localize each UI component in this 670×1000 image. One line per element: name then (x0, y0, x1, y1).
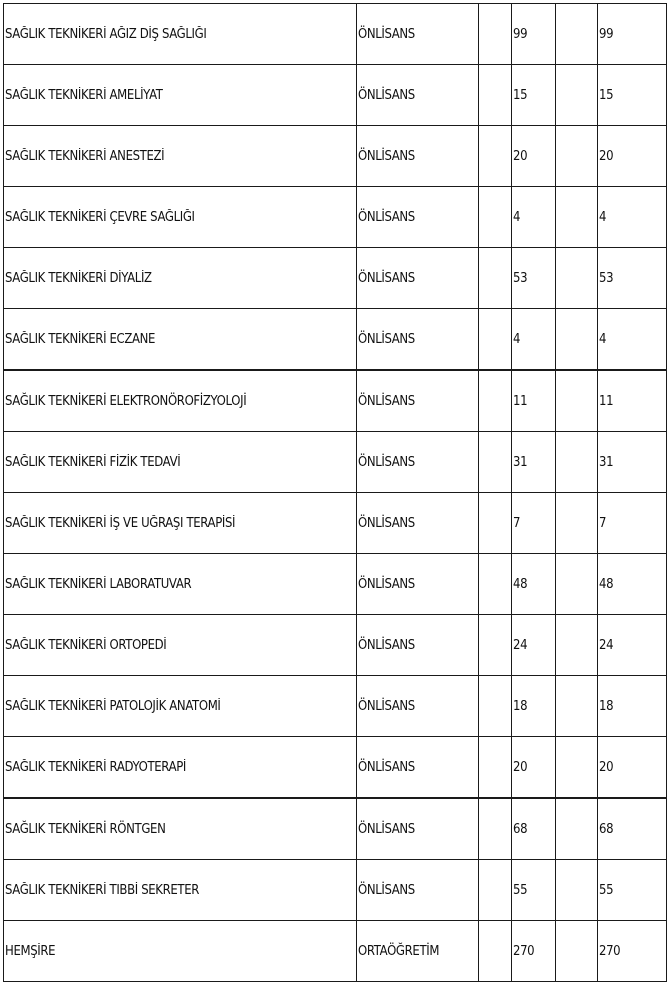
education-level-cell (357, 370, 479, 432)
quota-value: 18 (513, 698, 528, 714)
table-row (4, 860, 667, 921)
empty-cell (556, 309, 598, 371)
education-level: ORTAÖĞRETİM (358, 943, 440, 959)
program-name: SAĞLIK TEKNİKERİ FİZİK TEDAVİ (5, 454, 181, 470)
table-row (4, 798, 667, 860)
empty-cell (479, 248, 512, 309)
table-row (4, 65, 667, 126)
total-cell (598, 4, 667, 65)
education-level-cell (357, 432, 479, 493)
quota-cell (512, 65, 556, 126)
program-name: SAĞLIK TEKNİKERİ ÇEVRE SAĞLIĞI (5, 209, 195, 225)
empty-cell (479, 370, 512, 432)
quota-value: 270 (513, 943, 535, 959)
quota-value: 31 (513, 454, 528, 470)
empty-cell (479, 676, 512, 737)
total-value: 20 (599, 148, 614, 164)
program-cell (4, 676, 357, 737)
program-cell (4, 4, 357, 65)
table-row (4, 248, 667, 309)
education-level: ÖNLİSANS (358, 331, 415, 347)
empty-cell (479, 126, 512, 187)
empty-cell (556, 370, 598, 432)
education-level-cell (357, 737, 479, 799)
empty-cell (479, 615, 512, 676)
quota-cell (512, 432, 556, 493)
total-cell (598, 370, 667, 432)
quota-value: 15 (513, 87, 528, 103)
empty-cell (556, 65, 598, 126)
education-level: ÖNLİSANS (358, 882, 415, 898)
empty-cell (556, 126, 598, 187)
education-level: ÖNLİSANS (358, 821, 415, 837)
total-cell (598, 615, 667, 676)
empty-cell (479, 493, 512, 554)
quota-value: 24 (513, 637, 528, 653)
total-cell (598, 248, 667, 309)
staff-quota-table-container (3, 3, 667, 982)
program-cell (4, 737, 357, 799)
quota-value: 11 (513, 393, 528, 409)
education-level-cell (357, 4, 479, 65)
program-name: SAĞLIK TEKNİKERİ RADYOTERAPİ (5, 759, 187, 775)
staff-quota-table (3, 3, 667, 982)
table-row (4, 921, 667, 982)
program-cell (4, 493, 357, 554)
education-level-cell (357, 798, 479, 860)
education-level: ÖNLİSANS (358, 576, 415, 592)
education-level-cell (357, 493, 479, 554)
table-row (4, 493, 667, 554)
quota-cell (512, 737, 556, 799)
empty-cell (479, 860, 512, 921)
empty-cell (479, 554, 512, 615)
education-level-cell (357, 860, 479, 921)
total-value: 31 (599, 454, 614, 470)
education-level: ÖNLİSANS (358, 393, 415, 409)
total-value: 4 (599, 331, 607, 347)
total-cell (598, 554, 667, 615)
quota-cell (512, 309, 556, 371)
total-value: 7 (599, 515, 607, 531)
program-name: SAĞLIK TEKNİKERİ TIBBİ SEKRETER (5, 882, 199, 898)
education-level-cell (357, 65, 479, 126)
program-name: SAĞLIK TEKNİKERİ RÖNTGEN (5, 821, 166, 837)
program-cell (4, 187, 357, 248)
empty-cell (556, 493, 598, 554)
education-level-cell (357, 309, 479, 371)
total-value: 53 (599, 270, 614, 286)
total-cell (598, 921, 667, 982)
program-cell (4, 248, 357, 309)
program-name: SAĞLIK TEKNİKERİ AĞIZ DİŞ SAĞLIĞI (5, 26, 207, 42)
quota-value: 7 (513, 515, 521, 531)
quota-cell (512, 615, 556, 676)
program-name: SAĞLIK TEKNİKERİ ELEKTRONÖROFİZYOLOJİ (5, 393, 247, 409)
empty-cell (556, 432, 598, 493)
total-value: 99 (599, 26, 614, 42)
program-name: SAĞLIK TEKNİKERİ LABORATUVAR (5, 576, 192, 592)
quota-cell (512, 860, 556, 921)
program-name: SAĞLIK TEKNİKERİ ECZANE (5, 331, 156, 347)
quota-value: 55 (513, 882, 528, 898)
program-name: SAĞLIK TEKNİKERİ ORTOPEDİ (5, 637, 167, 653)
table-row (4, 676, 667, 737)
empty-cell (556, 798, 598, 860)
total-value: 15 (599, 87, 614, 103)
table-row (4, 615, 667, 676)
table-row (4, 187, 667, 248)
quota-value: 99 (513, 26, 528, 42)
quota-value: 4 (513, 331, 521, 347)
program-cell (4, 860, 357, 921)
program-cell (4, 432, 357, 493)
total-cell (598, 432, 667, 493)
empty-cell (479, 737, 512, 799)
quota-cell (512, 187, 556, 248)
education-level: ÖNLİSANS (358, 698, 415, 714)
quota-value: 48 (513, 576, 528, 592)
program-name: SAĞLIK TEKNİKERİ AMELİYAT (5, 87, 163, 103)
table-row (4, 370, 667, 432)
program-cell (4, 65, 357, 126)
education-level-cell (357, 187, 479, 248)
empty-cell (556, 248, 598, 309)
quota-cell (512, 248, 556, 309)
total-cell (598, 187, 667, 248)
education-level: ÖNLİSANS (358, 270, 415, 286)
program-cell (4, 309, 357, 371)
total-cell (598, 737, 667, 799)
empty-cell (479, 309, 512, 371)
education-level-cell (357, 921, 479, 982)
table-row (4, 126, 667, 187)
empty-cell (479, 187, 512, 248)
table-row (4, 309, 667, 371)
empty-cell (479, 432, 512, 493)
program-cell (4, 798, 357, 860)
education-level: ÖNLİSANS (358, 454, 415, 470)
program-cell (4, 554, 357, 615)
empty-cell (479, 65, 512, 126)
total-value: 11 (599, 393, 614, 409)
program-name: SAĞLIK TEKNİKERİ ANESTEZİ (5, 148, 165, 164)
education-level: ÖNLİSANS (358, 515, 415, 531)
total-value: 55 (599, 882, 614, 898)
quota-cell (512, 921, 556, 982)
quota-value: 20 (513, 759, 528, 775)
total-cell (598, 309, 667, 371)
education-level-cell (357, 676, 479, 737)
table-row (4, 4, 667, 65)
table-row (4, 737, 667, 799)
program-cell (4, 615, 357, 676)
education-level-cell (357, 554, 479, 615)
total-value: 18 (599, 698, 614, 714)
program-name: SAĞLIK TEKNİKERİ PATOLOJİK ANATOMİ (5, 698, 221, 714)
program-cell (4, 126, 357, 187)
quota-cell (512, 676, 556, 737)
empty-cell (556, 187, 598, 248)
total-value: 24 (599, 637, 614, 653)
education-level-cell (357, 615, 479, 676)
education-level: ÖNLİSANS (358, 87, 415, 103)
education-level: ÖNLİSANS (358, 759, 415, 775)
total-cell (598, 493, 667, 554)
total-value: 20 (599, 759, 614, 775)
empty-cell (556, 4, 598, 65)
empty-cell (556, 676, 598, 737)
empty-cell (556, 860, 598, 921)
quota-value: 53 (513, 270, 528, 286)
education-level-cell (357, 126, 479, 187)
program-name: SAĞLIK TEKNİKERİ DİYALİZ (5, 270, 152, 286)
education-level: ÖNLİSANS (358, 637, 415, 653)
quota-cell (512, 798, 556, 860)
empty-cell (479, 921, 512, 982)
quota-cell (512, 370, 556, 432)
table-body (4, 4, 667, 982)
empty-cell (556, 615, 598, 676)
education-level: ÖNLİSANS (358, 209, 415, 225)
total-cell (598, 676, 667, 737)
total-value: 270 (599, 943, 621, 959)
total-value: 68 (599, 821, 614, 837)
program-name: SAĞLIK TEKNİKERİ İŞ VE UĞRAŞI TERAPİSİ (5, 515, 236, 531)
quota-cell (512, 126, 556, 187)
table-row (4, 554, 667, 615)
education-level-cell (357, 248, 479, 309)
education-level: ÖNLİSANS (358, 148, 415, 164)
quota-value: 20 (513, 148, 528, 164)
empty-cell (479, 798, 512, 860)
quota-value: 4 (513, 209, 521, 225)
program-name: HEMŞİRE (5, 943, 56, 959)
quota-cell (512, 4, 556, 65)
program-cell (4, 370, 357, 432)
total-cell (598, 65, 667, 126)
empty-cell (479, 4, 512, 65)
quota-cell (512, 554, 556, 615)
total-cell (598, 798, 667, 860)
program-cell (4, 921, 357, 982)
table-row (4, 432, 667, 493)
empty-cell (556, 921, 598, 982)
quota-value: 68 (513, 821, 528, 837)
empty-cell (556, 737, 598, 799)
education-level: ÖNLİSANS (358, 26, 415, 42)
total-cell (598, 860, 667, 921)
quota-cell (512, 493, 556, 554)
total-value: 48 (599, 576, 614, 592)
total-value: 4 (599, 209, 607, 225)
total-cell (598, 126, 667, 187)
empty-cell (556, 554, 598, 615)
